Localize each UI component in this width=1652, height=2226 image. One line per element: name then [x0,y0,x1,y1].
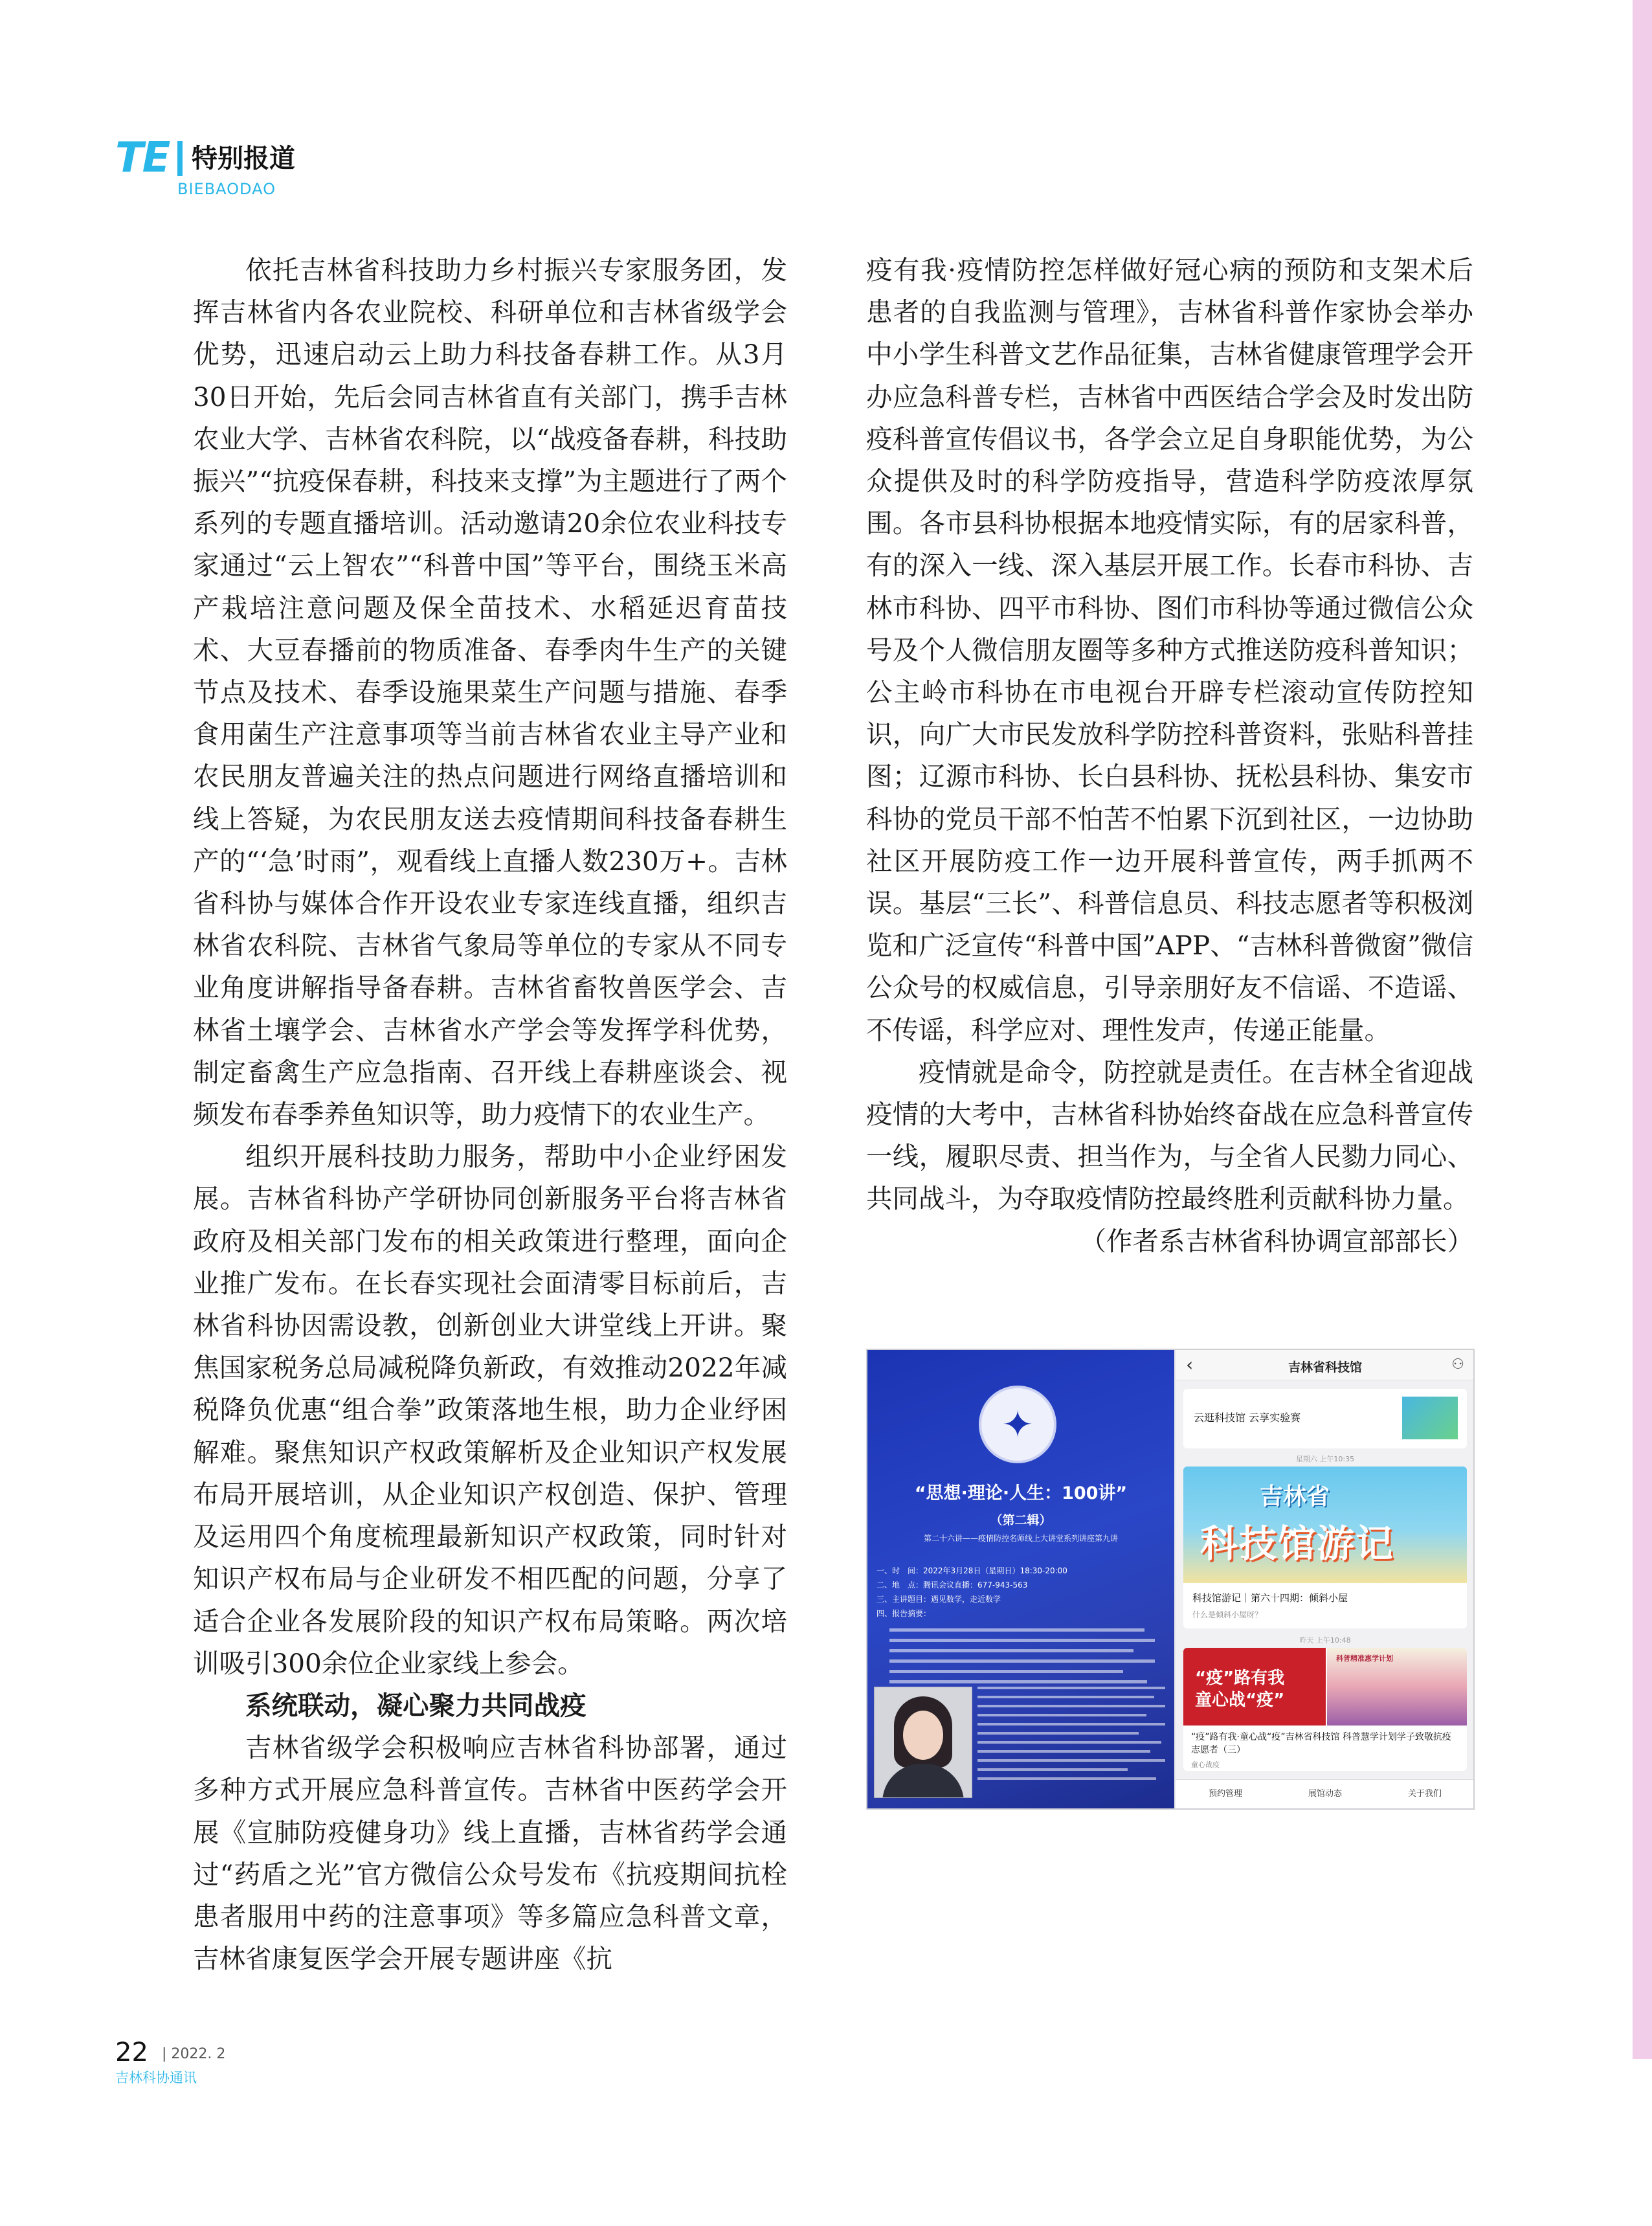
paragraph-continued: 疫有我·疫情防控怎样做好冠心病的预防和支架术后患者的自我监测与管理》，吉林省科普作家协会举办中小学生科普文艺作品征集，吉林省健康管理学会开办应急科普专栏，吉林省中西医结合学会及时发出防疫科普宣传倡议书，各学会立足自身职能优势，为公众提供及时的科学防疫指导，营造科学防疫浓厚氛围。各市县科协根据本地疫情实际，有的居家科普，有的深入一线、深入基层开展工作。长春市科协、吉林市科协、四平市科协、图们市科协等通过微信公众号及个人微信朋友圈等多种方式推送防疫科普知识；公主岭市科协在市电视台开辟专栏滚动宣传防控知识，向广大市民发放科学防控科普资料，张贴科普挂图；辽源市科协、长白县科协、抚松县科协、集安市科协的党员干部不怕苦不怕累下沉到社区，一边协助社区开展防疫工作一边开展科普宣传，两手抓两不误。基层“三长”、科普信息员、科技志愿者等积极浏览和广泛宣传“科普中国”APP、“吉林科普微窗”微信公众号的权威信息，引导亲朋好友不信谣、不造谣、不传谣，科学应对、理性发声，传递正能量。 [866,254,1473,1046]
poster-abstract-label: 四、报告摘要： [876,1609,932,1618]
subheading: 系统联动，凝心聚力共同战疫 [245,1689,586,1721]
university-emblem-icon: ✦ [979,1386,1056,1463]
article-banner [1183,1467,1467,1583]
speaker-bio-text [977,1687,1165,1786]
section-title: 特别报道 [192,144,295,174]
poster-details [876,1564,1161,1621]
article-card[interactable] [1183,1467,1467,1628]
lecture-poster [867,1350,1174,1808]
article-image [866,1349,1475,1810]
poster-title: “思想·理论·人生：100讲” [914,1483,1128,1503]
magazine-logo: TE [115,134,170,182]
article-title: “疫”路有我·童心战“疫”吉林省科技馆 科普慧学计划学子致敬抗疫志愿者（三） [1191,1732,1451,1755]
magazine-name: 吉林科协通讯 [115,2070,197,2085]
message-title: 云逛科技馆 云享实验赛 [1194,1411,1301,1424]
page-number: 22 [115,2038,148,2067]
poster-subtitle: 第二十六讲——疫情防控名师线上大讲堂系列讲座第九讲 [923,1534,1118,1543]
article-card[interactable] [1183,1648,1467,1771]
section-pinyin: BIEBAODAO [177,180,276,198]
article-summary: 童心战疫 [1191,1760,1220,1769]
left-text-column [193,249,787,1980]
poster-issue: （第二辑） [990,1513,1052,1527]
speaker-photo [874,1687,972,1798]
header-divider [177,141,183,176]
article-summary: 什么是倾斜小屋呀？ [1192,1610,1263,1619]
timestamp: 昨天 上午10:48 [1299,1636,1351,1645]
banner-top-text: 吉林省 [1260,1483,1330,1510]
issue-date: | 2022. 2 [162,2046,226,2062]
red-banner-text: “疫”路有我 童心战“疫” [1195,1669,1285,1710]
decorative-side-stripe [1633,0,1652,2059]
wechat-screenshot [1176,1350,1475,1808]
group-photo-caption: 科普精准惠学计划 [1336,1654,1393,1663]
paragraph-text: 疫情就是命令，防控就是责任。在吉林全省迎战疫情的大考中，吉林省科协始终奋战在应急科普宣传一线，履职尽责、担当作为，与全省人民勠力同心、共同战斗，为夺取疫情防控最终胜利贡献科协力量。 [866,1056,1473,1215]
author-signature: （作者系吉林省科协调宣部部长） [1080,1225,1473,1257]
back-icon[interactable]: ‹ [1186,1354,1194,1375]
message-thumbnail [1402,1397,1458,1439]
poster-abstract-text [889,1628,1155,1691]
poster-topic: 三、主讲题目：遇见数学，走近数学 [876,1595,1001,1604]
menu-item-news[interactable]: 展馆动态 [1308,1789,1342,1799]
wechat-header [1176,1350,1475,1380]
paragraph [866,1051,1473,1257]
paragraph: 吉林省级学会积极响应吉林省科协部署，通过多种方式开展应急科普宣传。吉林省中医药学会开展《宣肺防疫健身功》线上直播，吉林省药学会通过“药盾之光”官方微信公众号发布《抗疫期间抗栓患者服用中药的注意事项》等多篇应急科普文章，吉林省康复医学会开展专题讲座《抗 [193,1732,787,1975]
red-banner [1183,1648,1326,1726]
poster-location: 二、地 点：腾讯会议直播：677-943-563 [876,1580,1028,1590]
group-photo [1327,1648,1467,1726]
timestamp: 星期六 上午10:35 [1295,1455,1355,1463]
paragraph: 组织开展科技助力服务，帮助中小企业纾困发展。吉林省科协产学研协同创新服务平台将吉林省政府及相关部门发布的相关政策进行整理，面向企业推广发布。在长春实现社会面清零目标前后，吉林省科协因需设教，创新创业大讲堂线上开讲。聚焦国家税务总局减税降负新政，有效推动2022年减税降负优惠“组合拳”政策落地生根，助力企业纾困解难。聚焦知识产权政策解析及企业知识产权发展布局开展培训，从企业知识产权创造、保护、管理及运用四个角度梳理最新知识产权政策，同时针对知识产权布局与企业研发不相匹配的问题，分享了适合企业各发展阶段的知识产权布局策略。两次培训吸引300余位企业家线上参会。 [193,1141,787,1679]
banner-main-text: 科技馆游记 [1200,1522,1395,1566]
user-icon[interactable]: ⚇ [1451,1356,1464,1373]
account-name: 吉林省科技馆 [1288,1360,1362,1375]
paragraph: 依托吉林省科技助力乡村振兴专家服务团，发挥吉林省内各农业院校、科研单位和吉林省级学会优势，迅速启动云上助力科技备春耕工作。从3月30日开始，先后会同吉林省直有关部门，携手吉林农业大学、吉林省农科院，以“战疫备春耕，科技助振兴”“抗疫保春耕，科技来支撑”为主题进行了两个系列的专题直播培训。活动邀请20余位农业科技专家通过“云上智农”“科普中国”等平台，围绕玉米高产栽培注意问题及保全苗技术、水稻延迟育苗技术、大豆春播前的物质准备、春季肉牛生产的关键节点及技术、春季设施果菜生产问题与措施、春季食用菌生产注意事项等当前吉林省农业主导产业和农民朋友普遍关注的热点问题进行网络直播培训和线上答疑，为农民朋友送去疫情期间科技备春耕生产的“‘急’时雨”，观看线上直播人数230万+。吉林省科协与媒体合作开设农业专家连线直播，组织吉林省农科院、吉林省气象局等单位的专家从不同专业角度讲解指导备春耕。吉林省畜牧兽医学会、吉林省土壤学会、吉林省水产学会等发挥学科优势，制定畜禽生产应急指南、召开线上春耕座谈会、视频发布春季养鱼知识等，助力疫情下的农业生产。 [193,254,787,1130]
menu-item-about[interactable]: 关于我们 [1407,1789,1442,1799]
message-card[interactable] [1183,1389,1467,1448]
article-title: 科技馆游记｜第六十四期：倾斜小屋 [1192,1592,1348,1604]
right-text-column [866,249,1473,1263]
poster-time: 一、时 间：2022年3月28日（星期日）18:30-20:00 [876,1566,1067,1575]
menu-item-booking[interactable]: 预约管理 [1208,1789,1242,1799]
wechat-menu [1176,1779,1475,1808]
